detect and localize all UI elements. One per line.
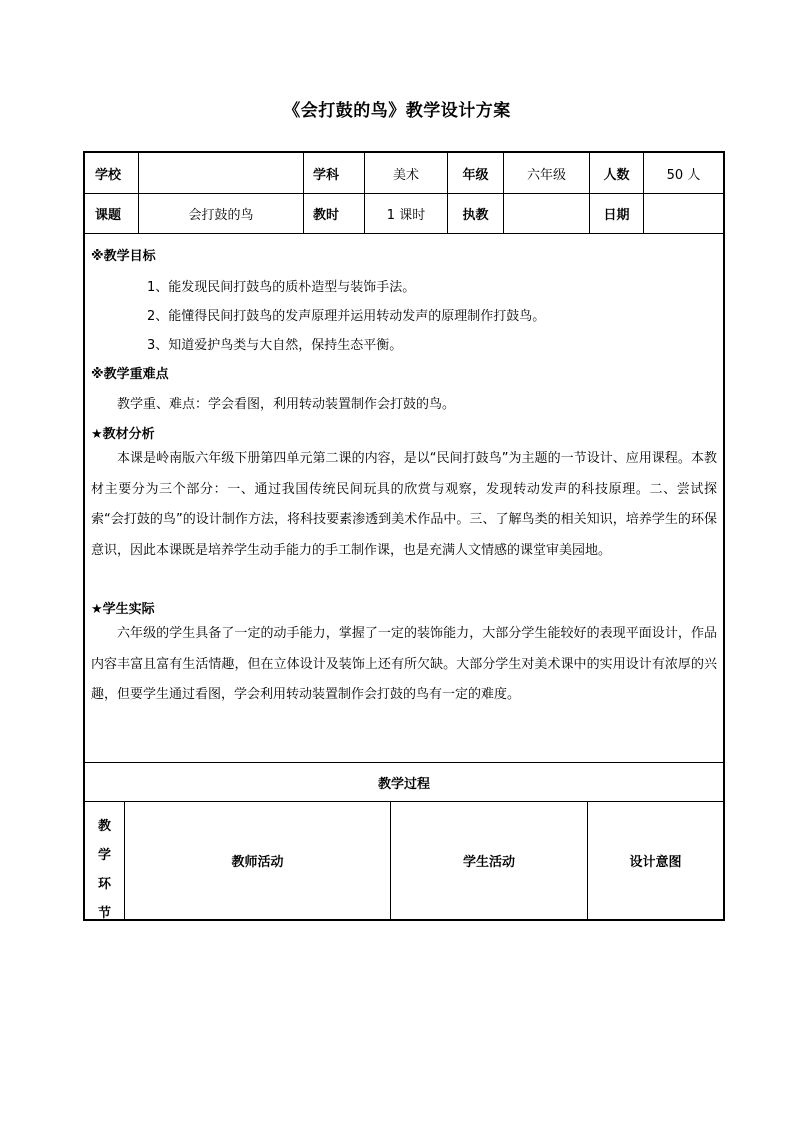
design-intent-header: 设计意图 bbox=[629, 855, 682, 870]
key-points-text: 教学重、难点：学会看图，利用转动装置制作会打鼓的鸟。 bbox=[117, 397, 456, 412]
subject-value: 美术 bbox=[392, 167, 419, 183]
school-label: 学校 bbox=[95, 167, 122, 183]
stage-label-char: 环 bbox=[97, 877, 111, 892]
teacher-activity-header: 教师活动 bbox=[231, 855, 284, 870]
hours-value: 1 课时 bbox=[386, 208, 426, 223]
teacher-label: 执教 bbox=[462, 208, 489, 223]
grade-label: 年级 bbox=[462, 167, 489, 183]
topic-label: 课题 bbox=[95, 208, 122, 223]
document-title: 《会打鼓的鸟》教学设计方案 bbox=[283, 101, 511, 121]
teacher-value bbox=[504, 194, 589, 233]
grade-value: 六年级 bbox=[526, 167, 566, 183]
process-heading: 教学过程 bbox=[377, 776, 430, 792]
students-heading: ★学生实际 bbox=[91, 602, 155, 617]
goals-heading: ※教学目标 bbox=[91, 249, 156, 264]
stage-label-char: 教 bbox=[97, 819, 111, 834]
count-label: 人数 bbox=[603, 167, 630, 183]
count-value: 50 人 bbox=[666, 167, 701, 183]
date-label: 日期 bbox=[603, 208, 630, 223]
key-points-heading: ※教学重难点 bbox=[91, 367, 169, 382]
hours-label: 教时 bbox=[313, 208, 340, 223]
date-value bbox=[644, 194, 723, 233]
topic-value: 会打鼓的鸟 bbox=[188, 208, 254, 223]
lesson-plan-table bbox=[83, 151, 725, 921]
stage-label-char: 节 bbox=[97, 906, 111, 921]
material-heading: ★教材分析 bbox=[91, 427, 155, 442]
column-divider bbox=[303, 153, 304, 233]
school-value bbox=[139, 153, 303, 193]
subject-label: 学科 bbox=[313, 167, 340, 183]
student-activity-header: 学生活动 bbox=[462, 855, 515, 870]
material-text: 本课是岭南版六年级下册第四单元第二课的内容，是以“民间打鼓鸟”为主题的一节设计、应用课程。本教材主要分为三个部分：一、通过我国传统民间玩具的欣赏与观察，发现转动发声的科技原理。二、尝试探索“会打鼓的鸟”的设计制作方法，将科技要素渗透到美术作品中。三、了解鸟类的相关知识，培养学生的环保意识，因此本课既是培养学生动手能力的手工制作课，也是充满人文情感的课堂审美园地。 bbox=[91, 451, 717, 558]
stage-label-char: 学 bbox=[97, 848, 111, 863]
goal-item: 2、能懂得民间打鼓鸟的发声原理并运用转动发声的原理制作打鼓鸟。 bbox=[147, 309, 546, 324]
goal-item: 1、能发现民间打鼓鸟的质朴造型与装饰手法。 bbox=[147, 280, 416, 295]
row-divider bbox=[85, 233, 723, 234]
goal-item: 3、知道爱护鸟类与大自然，保持生态平衡。 bbox=[147, 338, 403, 353]
students-text: 六年级的学生具备了一定的动手能力，掌握了一定的装饰能力，大部分学生能较好的表现平面设计，作品内容丰富且富有生活情趣，但在立体设计及装饰上还有所欠缺。大部分学生对美术课中的实用设计有浓厚的兴趣，但要学生通过看图，学会利用转动装置制作会打鼓的鸟有一定的难度。 bbox=[91, 626, 717, 702]
